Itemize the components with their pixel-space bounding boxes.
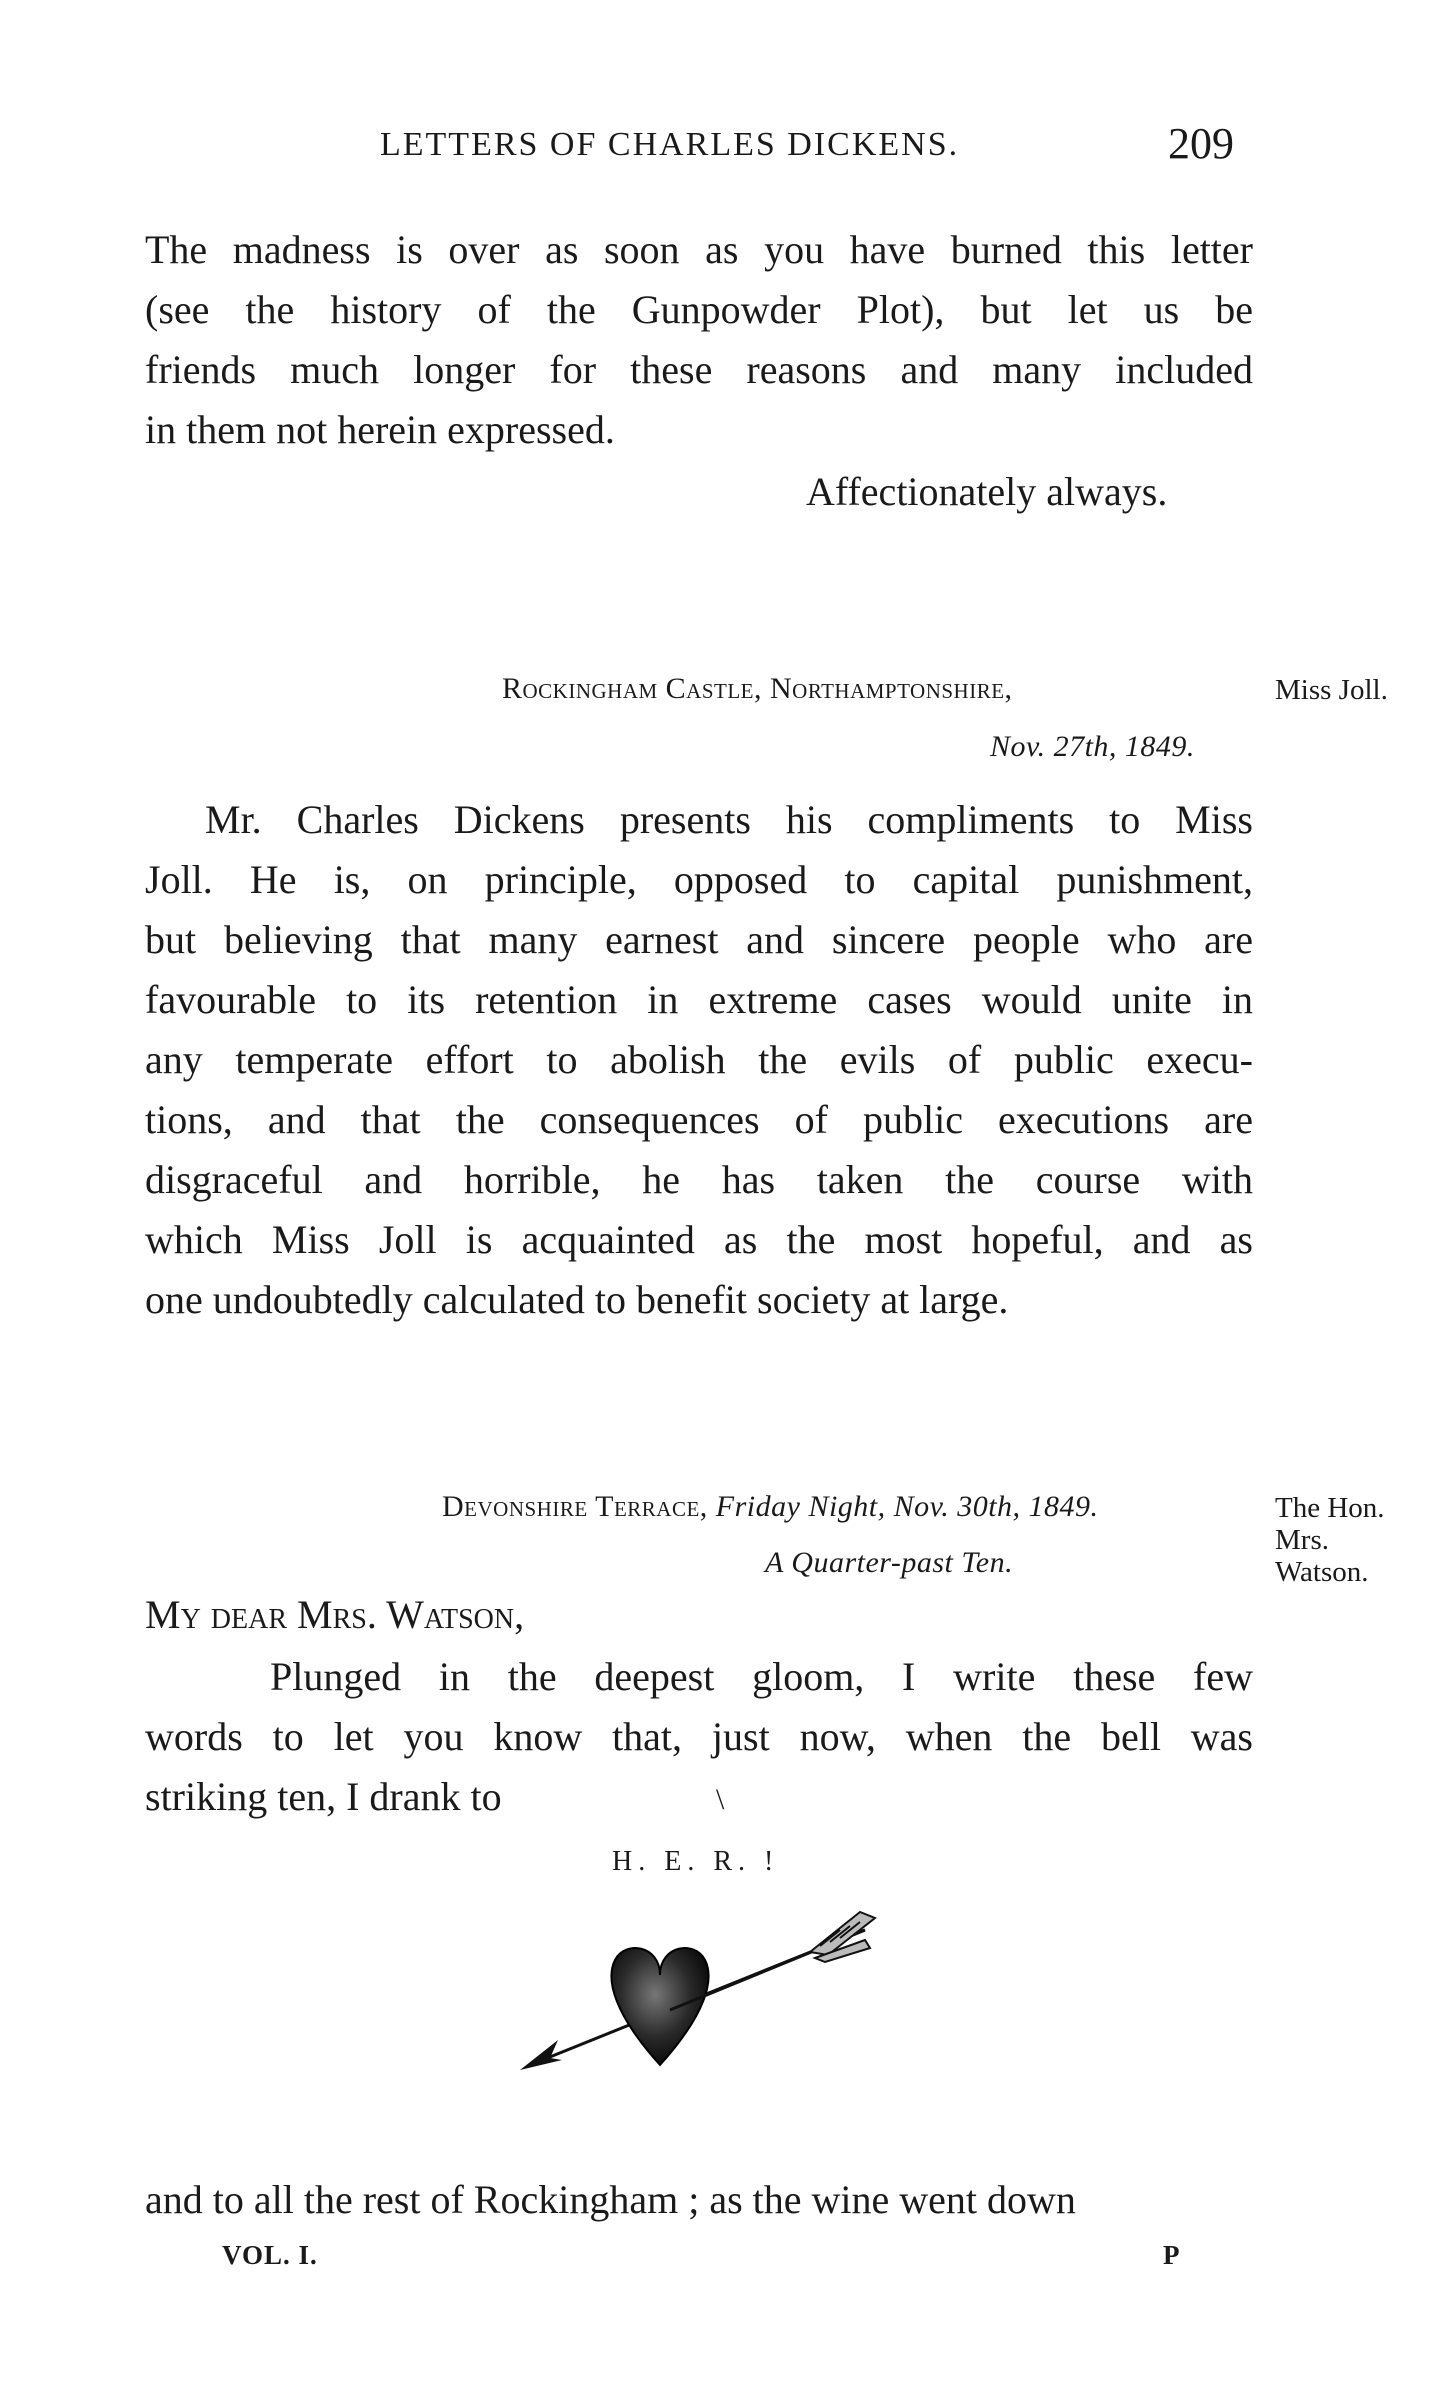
text-line: favourable to its retention in extreme cases would unite in [145, 977, 1253, 1022]
volume-mark: VOL. I. [222, 2240, 318, 2270]
text-line: tions, and that the consequences of public executions are [145, 1097, 1253, 1142]
recipient-margin-note: The Hon. Mrs. Watson. [1275, 1492, 1385, 1588]
running-head-title: LETTERS OF CHARLES DICKENS. [380, 126, 960, 163]
text-line: words to let you know that, just now, when the bell was [145, 1714, 1253, 1759]
salutation: My dear Mrs. Watson, [145, 1592, 525, 1637]
letter-place: Rockingham Castle, Northamptonshire, [502, 672, 1013, 705]
letter-heading [442, 1490, 1099, 1524]
arrow-fletching [810, 1912, 875, 1962]
caret-mark: \ [716, 1783, 725, 1816]
text-line: The madness is over as soon as you have burned this letter [145, 227, 1253, 272]
letter-place: Devonshire Terrace, [442, 1490, 708, 1523]
text-line: Mr. Charles Dickens presents his compliments to Miss [205, 797, 1253, 842]
text-line: friends much longer for these reasons and many included [145, 347, 1253, 392]
toast-initials: H. E. R. ! [612, 1846, 780, 1877]
heart-arrow-illustration [510, 1900, 890, 2100]
text-line: in them not herein expressed. [145, 407, 615, 452]
text-line: any temperate effort to abolish the evils of public execu- [145, 1037, 1253, 1082]
letter-closing: Affectionately always. [806, 469, 1168, 514]
text-line: striking ten, I drank to [145, 1774, 502, 1819]
text-line: which Miss Joll is acquainted as the most hopeful, and as [145, 1217, 1253, 1262]
page-number: 209 [1168, 119, 1234, 168]
text-line: (see the history of the Gunpowder Plot), but let us be [145, 287, 1253, 332]
letter-time: A Quarter-past Ten. [765, 1546, 1014, 1579]
text-line: Plunged in the deepest gloom, I write these few [270, 1654, 1253, 1699]
text-line: but believing that many earnest and sincere people who are [145, 917, 1253, 962]
continuation-line: and to all the rest of Rockingham ; as the wine went down [145, 2177, 1076, 2222]
letter-date: Friday Night, Nov. 30th, 1849. [715, 1490, 1099, 1523]
letter-date: Nov. 27th, 1849. [990, 730, 1195, 763]
text-line: Joll. He is, on principle, opposed to capital punishment, [145, 857, 1253, 902]
recipient-margin-note: Miss Joll. [1275, 674, 1388, 706]
text-line: one undoubtedly calculated to benefit society at large. [145, 1277, 1009, 1322]
signature-mark: P [1163, 2240, 1181, 2270]
text-line: disgraceful and horrible, he has taken the course with [145, 1157, 1253, 1202]
heart-shape [611, 1948, 708, 2065]
